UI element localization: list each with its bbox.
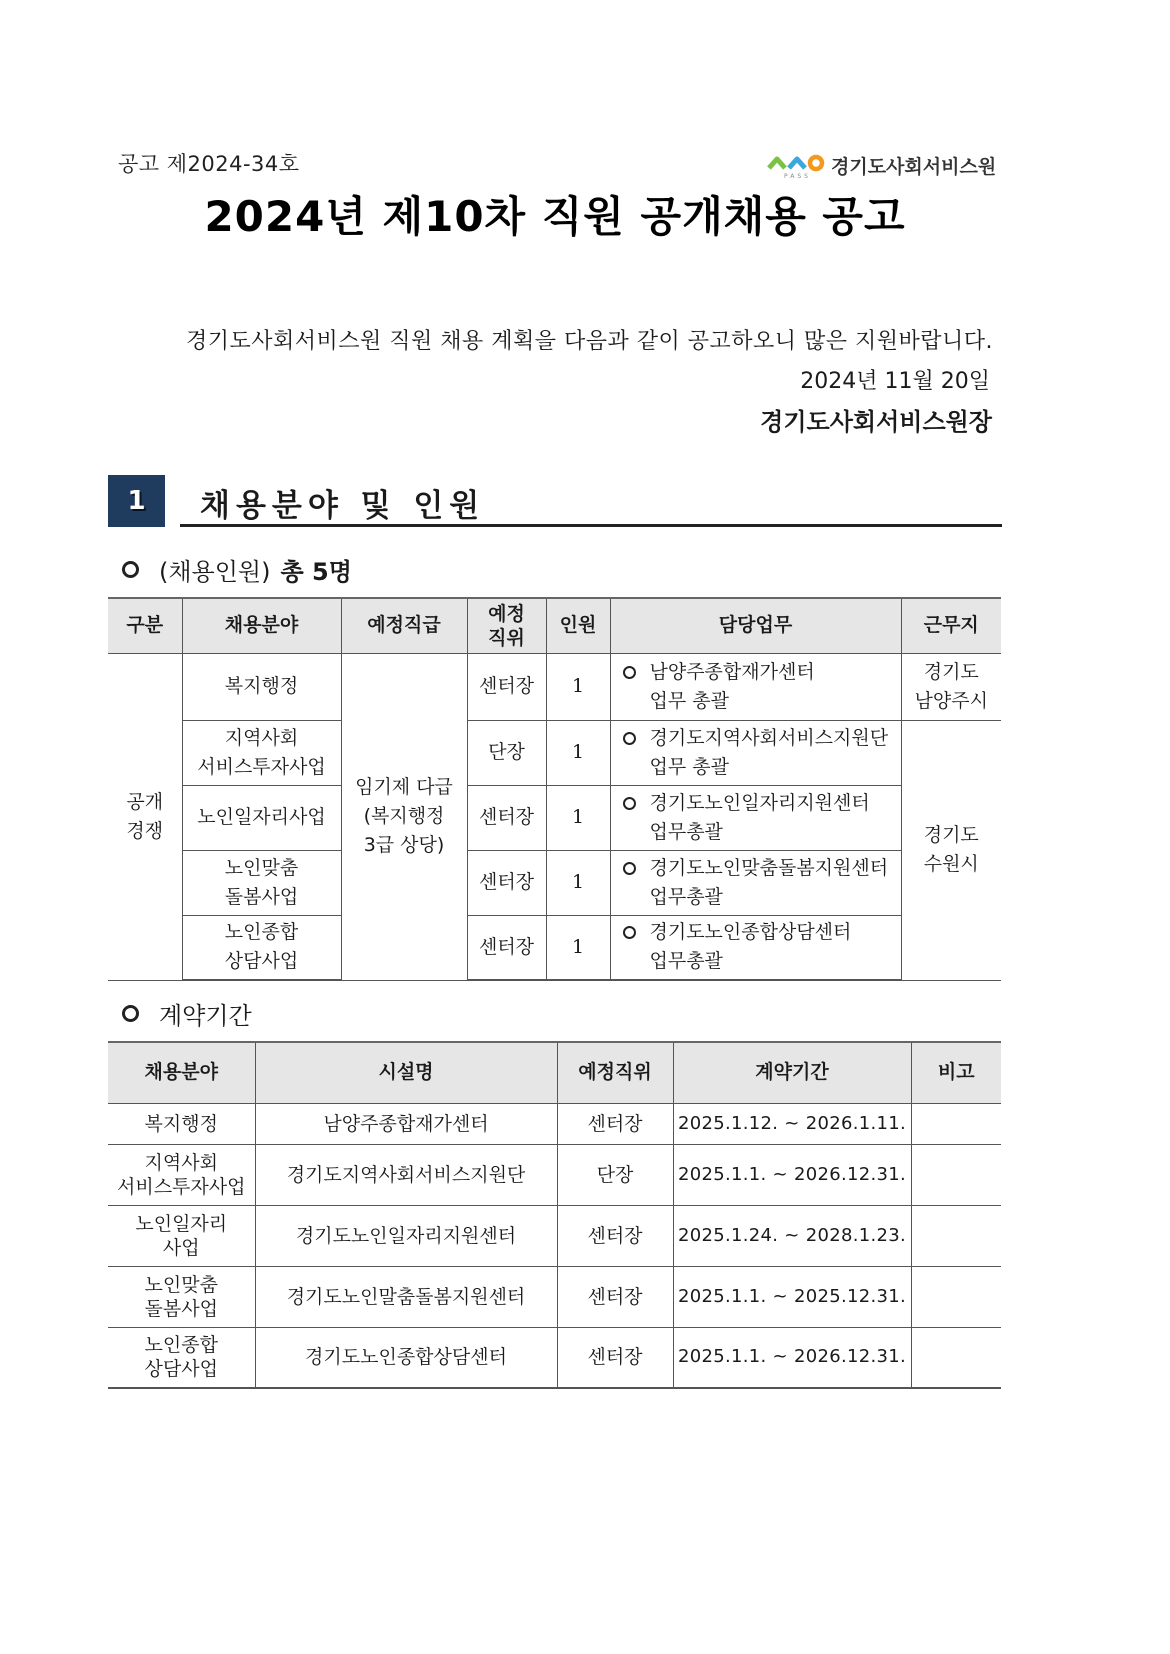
header-count: 인원 [546,598,610,653]
facility-cell: 경기도노인말춤돌봄지원센터 [255,1266,557,1327]
table-row [108,1103,1001,1144]
position-cell: 센터장 [557,1327,673,1388]
header-position-line2: 직위 [488,626,525,649]
field-line2: 돌봄사업 [144,1297,218,1320]
notice-date: 2024년 11월 20일 [800,369,990,394]
duty-line1: 경기도지역사회서비스지원단 [649,726,889,749]
header-location: 근무지 [901,598,1001,653]
duty-cell [610,720,901,785]
field-line1: 노인맞춤 [144,1273,218,1296]
field-line1: 노인종합 [224,921,299,944]
field-line2: 상담사업 [144,1358,218,1381]
position-cell: 센터장 [557,1103,673,1144]
duty-cell [610,785,901,850]
location-line2: 수원시 [923,853,979,875]
facility-cell: 경기도지역사회서비스지원단 [255,1144,557,1205]
table-row [108,1327,1001,1388]
table-row [108,653,1001,720]
table-header-row [108,598,1001,653]
intro-text: 경기도사회서비스원 직원 채용 계획을 다음과 같이 공고하오니 많은 지원바랍니다. [185,329,993,354]
header-position-line1: 예정 [488,602,525,625]
facility-cell: 경기도노인일자리지원센터 [255,1205,557,1266]
grade-cell [341,653,467,980]
bullet-circle-icon [623,797,636,810]
position-cell: 센터장 [467,653,546,720]
count-cell: 1 [546,720,610,785]
location-cell [901,720,1001,980]
field-line1: 지역사회 [144,1151,218,1174]
logo-text: 경기도사회서비스원 [831,156,997,178]
position-cell: 센터장 [557,1205,673,1266]
field-line1: 노인종합 [144,1334,218,1357]
field-cell [108,1266,255,1327]
field-text: 복지행정 [144,1112,218,1135]
position-cell: 센터장 [557,1266,673,1327]
facility-cell: 경기도노인종합상담센터 [255,1327,557,1388]
location-line2: 남양주시 [914,689,988,712]
table-row [108,915,1001,980]
count-cell: 1 [546,915,610,980]
duty-cell [610,850,901,915]
recruitment-table [108,597,1001,981]
field-line2: 상담사업 [224,950,299,973]
field-cell [182,653,341,720]
header-note: 비고 [911,1042,1001,1103]
field-line1: 지역사회 [224,726,299,749]
position-cell: 단장 [557,1144,673,1205]
section-divider [180,524,1002,527]
bullet-circle-icon [122,561,139,578]
grade-line1: 임기제 다급 [355,776,453,798]
duty-line1: 경기도노인맞춤돌봄지원센터 [649,856,889,879]
position-cell: 센터장 [467,785,546,850]
field-line1: 노인일자리 [135,1212,228,1235]
field-line2: 서비스투자사업 [197,755,326,778]
duty-line2: 업무 총괄 [649,755,729,778]
table-header-row [108,1042,1001,1103]
headcount-line [122,552,352,587]
pass-logo-icon [767,150,827,182]
duty-line2: 업무총괄 [649,950,723,973]
count-cell: 1 [546,785,610,850]
bullet-circle-icon [623,862,636,875]
table-row [108,1205,1001,1266]
header-position: 예정직위 [557,1042,673,1103]
field-cell [182,720,341,785]
duty-line1: 경기도노인종합상담센터 [649,921,852,944]
duty-line1: 남양주종합재가센터 [649,660,815,683]
header-facility: 시설명 [255,1042,557,1103]
field-cell [182,785,341,850]
header-category: 구분 [108,598,182,653]
bullet-circle-icon [623,732,636,745]
field-line1: 노인맞춤 [224,856,299,879]
duty-cell [610,653,901,720]
signer: 경기도사회서비스원장 [760,408,992,436]
duty-cell [610,915,901,980]
contract-heading [122,996,252,1031]
field-cell [108,1205,255,1266]
page-title: 2024년 제10차 직원 공개채용 공고 [204,192,906,241]
category-line2: 경쟁 [126,819,164,842]
location-cell [901,653,1001,720]
facility-cell: 남양주종합재가센터 [255,1103,557,1144]
grade-line3: 3급 상당) [363,834,445,856]
header-field: 채용분야 [108,1042,255,1103]
duty-line1: 경기도노인일자리지원센터 [649,791,870,814]
note-cell [911,1103,1001,1144]
table-row [108,1266,1001,1327]
bullet-circle-icon [623,926,636,939]
grade-line2: (복지행정 [363,805,445,827]
field-text: 노인일자리사업 [197,806,326,828]
table-row [108,850,1001,915]
field-cell [182,915,341,980]
headcount-value: 총 5명 [280,558,352,586]
table-row [108,720,1001,785]
header-grade: 예정직급 [341,598,467,653]
field-text: 복지행정 [224,675,299,697]
field-cell [108,1144,255,1205]
period-cell: 2025.1.12. ~ 2026.1.11. [673,1103,911,1144]
header-period: 계약기간 [673,1042,911,1103]
note-cell [911,1266,1001,1327]
period-cell: 2025.1.1. ~ 2026.12.31. [673,1144,911,1205]
position-cell: 센터장 [467,915,546,980]
field-line2: 사업 [162,1236,200,1259]
location-line1: 경기도 [923,660,979,683]
position-cell: 단장 [467,720,546,785]
count-cell: 1 [546,653,610,720]
period-cell: 2025.1.24. ~ 2028.1.23. [673,1205,911,1266]
note-cell [911,1327,1001,1388]
period-cell: 2025.1.1. ~ 2026.12.31. [673,1327,911,1388]
field-line2: 서비스투자사업 [117,1175,246,1198]
count-cell: 1 [546,850,610,915]
header-field: 채용분야 [182,598,341,653]
header-position [467,598,546,653]
field-line2: 돌봄사업 [224,885,299,908]
section-number: 1 [108,475,165,527]
field-cell [182,850,341,915]
headcount-label: (채용인원) [159,558,271,586]
header-duty: 담당업무 [610,598,901,653]
contract-table [108,1041,1001,1389]
note-cell [911,1205,1001,1266]
field-cell [108,1327,255,1388]
duty-line2: 업무 총괄 [649,689,729,712]
period-cell: 2025.1.1. ~ 2025.12.31. [673,1266,911,1327]
duty-line2: 업무총괄 [649,885,723,908]
bullet-circle-icon [122,1005,139,1022]
position-cell: 센터장 [467,850,546,915]
category-cell [108,653,182,980]
section-title: 채용분야 및 인원 [200,488,486,524]
contract-label: 계약기간 [159,1002,252,1030]
logo-subtext: PASS [784,173,811,180]
table-row [108,785,1001,850]
duty-line2: 업무총괄 [649,820,723,843]
note-cell [911,1144,1001,1205]
field-cell [108,1103,255,1144]
table-row [108,1144,1001,1205]
location-line1: 경기도 [923,824,979,846]
bullet-circle-icon [623,666,636,679]
notice-number: 공고 제2024-34호 [118,152,300,176]
category-line1: 공개 [126,790,164,813]
